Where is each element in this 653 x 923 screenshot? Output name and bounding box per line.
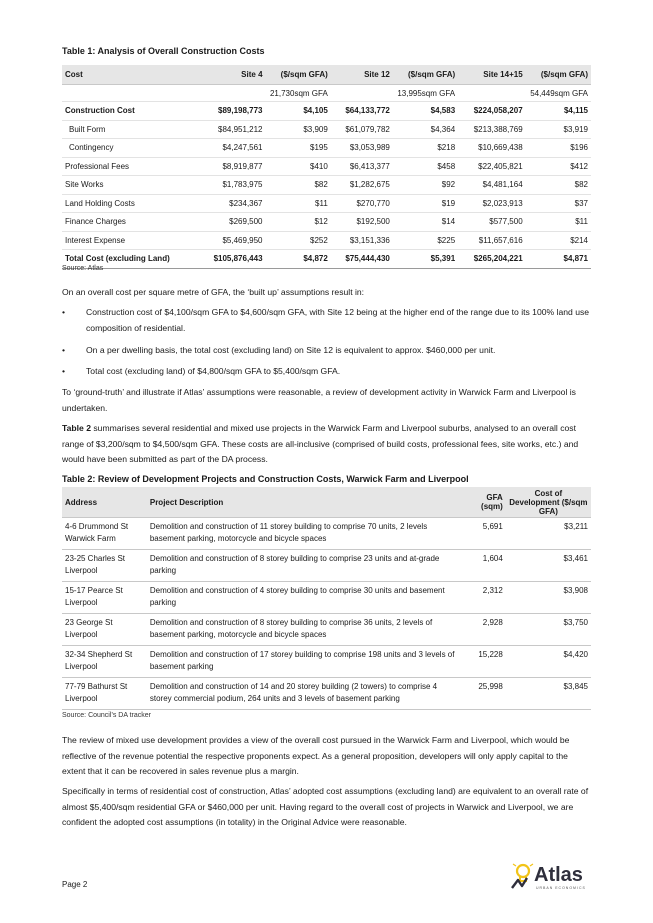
table2-reference: Table 2 — [62, 423, 91, 433]
table1-header-cell: Site 14+15 — [458, 65, 526, 85]
table2-intro-paragraph — [62, 421, 591, 468]
table1-cell: $82 — [266, 176, 331, 195]
table2-cost: $4,420 — [506, 646, 591, 678]
table1-cell: $10,669,438 — [458, 139, 526, 158]
table1-cell: $577,500 — [458, 213, 526, 232]
bullet-text: Construction cost of $4,100/sqm GFA to $4,600/sqm GFA, with Site 12 being at the higher end of the range due to its 100% land use composition of residential. — [86, 307, 590, 333]
table2-cost: $3,845 — [506, 678, 591, 710]
page-number: Page 2 — [62, 880, 88, 889]
table2-address: 15-17 Pearce St Liverpool — [62, 582, 147, 614]
table1-cell: $196 — [526, 139, 591, 158]
table1-cell: $269,500 — [198, 213, 266, 232]
table1-source: Source: Atlas — [62, 265, 104, 272]
table2-gfa: 5,691 — [460, 518, 506, 550]
table1-cell: $19 — [393, 194, 458, 213]
table2-address: 4-6 Drummond St Warwick Farm — [62, 518, 147, 550]
table2-gfa: 25,998 — [460, 678, 506, 710]
table1-row — [62, 157, 591, 176]
intro-paragraph: On an overall cost per square metre of GFA, the ‘built up’ assumptions result in: — [62, 287, 365, 297]
table1-cell: $3,053,989 — [331, 139, 393, 158]
table1-header-cell: Site 12 — [331, 65, 393, 85]
bullet-dot: • — [62, 366, 66, 376]
table1-header-cell: ($/sqm GFA) — [393, 65, 458, 85]
table1-row — [62, 231, 591, 250]
table1-cell: $265,204,221 — [458, 250, 526, 269]
table1-cell: $234,367 — [198, 194, 266, 213]
table1-row — [62, 102, 591, 121]
bullet-dot: • — [62, 345, 66, 355]
table1-cell: $224,058,207 — [458, 102, 526, 121]
table1-header-cell: Site 4 — [198, 65, 266, 85]
table1-cell: $4,481,164 — [458, 176, 526, 195]
table2-gfa: 15,228 — [460, 646, 506, 678]
table1-cell: $12 — [266, 213, 331, 232]
site4-gfa: 21,730sqm GFA — [198, 85, 331, 102]
table1-cell: $3,909 — [266, 120, 331, 139]
site1415-gfa: 54,449sqm GFA — [458, 85, 591, 102]
table2-description: Demolition and construction of 4 storey building to comprise 30 units and basement parking — [147, 582, 460, 614]
table2-row — [62, 678, 591, 710]
bullet-item — [62, 305, 591, 336]
table1-header-cell: Cost — [62, 65, 198, 85]
table1-cell: $4,105 — [266, 102, 331, 121]
table1-row-label: Professional Fees — [62, 157, 198, 176]
table1-cell: $213,388,769 — [458, 120, 526, 139]
table1-cell: $64,133,772 — [331, 102, 393, 121]
table1-row-label: Finance Charges — [62, 213, 198, 232]
table1-row-label: Built Form — [62, 120, 198, 139]
development-projects-table — [62, 487, 591, 710]
atlas-logo — [506, 861, 590, 891]
table1-body — [62, 102, 591, 269]
construction-costs-table — [62, 65, 591, 269]
table1-cell: $105,876,443 — [198, 250, 266, 269]
table1-cell: $82 — [526, 176, 591, 195]
table2-description: Demolition and construction of 8 storey building to comprise 23 units and at-grade parking — [147, 550, 460, 582]
table1-row-label: Construction Cost — [62, 102, 198, 121]
table1-row — [62, 139, 591, 158]
table2-address: 32-34 Shepherd St Liverpool — [62, 646, 147, 678]
table1-cell: $412 — [526, 157, 591, 176]
table2-address: 77-79 Bathurst St Liverpool — [62, 678, 147, 710]
table1-row — [62, 176, 591, 195]
table2-cost: $3,211 — [506, 518, 591, 550]
table1-cell: $458 — [393, 157, 458, 176]
conclusion-paragraph: Specifically in terms of residential cost of construction, Atlas’ adopted cost assumptions (excluding land) are equivalent to an overall rate of almost $5,400/sqm residential GFA or $460,000 per unit. Having regard to the overall cost of projects in Warwick and Liverpool, we are confident the adopted cost assumptions (in totality) in the Original Advice were reasonable. — [62, 786, 589, 827]
ground-truth-paragraph: To ‘ground-truth’ and illustrate if Atlas’ assumptions were reasonable, a review of development activity in Warwick Farm and Liverpool is undertaken. — [62, 387, 576, 413]
table1-cell: $84,951,212 — [198, 120, 266, 139]
table1-cell: $75,444,430 — [331, 250, 393, 269]
table1-cell: $1,282,675 — [331, 176, 393, 195]
table2-header-description: Project Description — [147, 487, 460, 518]
table1-cell: $218 — [393, 139, 458, 158]
table2-header-cost: Cost of Development ($/sqm GFA) — [506, 487, 591, 518]
table1-cell: $6,413,377 — [331, 157, 393, 176]
review-paragraph: The review of mixed use development provides a view of the overall cost pursued in the Warwick Farm and Liverpool, which would be reflective of the revenue potential the respective proponents expect. As a general proposition, developers will only apply capital to the extent that it can be recovered in sales revenue plus a margin. — [62, 735, 570, 776]
table1-gfa-row — [62, 85, 591, 102]
table2-intro-text: summarises several residential and mixed use projects in the Warwick Farm and Liverpool suburbs, analysed to an overall cost range of $3,200/sqm to $4,500/sqm GFA. These costs are all-inclusive (comprised of build costs, professional fees, site works, etc.) and would have been submitted as part of the DA process. — [62, 423, 579, 464]
table2-body — [62, 518, 591, 710]
table2-description: Demolition and construction of 17 storey building to comprise 198 units and 3 levels of basement parking — [147, 646, 460, 678]
logo-tagline: URBAN ECONOMICS — [536, 886, 586, 890]
table1-cell: $2,023,913 — [458, 194, 526, 213]
site12-gfa: 13,995sqm GFA — [331, 85, 458, 102]
table1-cell: $8,919,877 — [198, 157, 266, 176]
table1-cell: $4,364 — [393, 120, 458, 139]
table2-description: Demolition and construction of 14 and 20 storey building (2 towers) to comprise 4 storey commercial podium, 264 units and 3 levels of basement parking — [147, 678, 460, 710]
lightbulb-icon — [510, 862, 534, 890]
table1-row — [62, 120, 591, 139]
table2-row — [62, 550, 591, 582]
table1-cell: $4,583 — [393, 102, 458, 121]
table1-cell: $92 — [393, 176, 458, 195]
table1-cell: $89,198,773 — [198, 102, 266, 121]
table2-cost: $3,461 — [506, 550, 591, 582]
table1-cell: $225 — [393, 231, 458, 250]
table2-address: 23 George St Liverpool — [62, 614, 147, 646]
table1-row-label: Total Cost (excluding Land) — [62, 250, 198, 269]
table1-cell: $195 — [266, 139, 331, 158]
table1-cell: $11 — [266, 194, 331, 213]
table2-row — [62, 518, 591, 550]
table1-cell: $37 — [526, 194, 591, 213]
table1-cell: $11 — [526, 213, 591, 232]
table1-cell: $61,079,782 — [331, 120, 393, 139]
table2-row — [62, 614, 591, 646]
table1-cell: $214 — [526, 231, 591, 250]
table2-gfa: 2,312 — [460, 582, 506, 614]
table1-cell: $4,871 — [526, 250, 591, 269]
table1-row-label: Land Holding Costs — [62, 194, 198, 213]
table1-row-label: Interest Expense — [62, 231, 198, 250]
table1-cell: $3,151,336 — [331, 231, 393, 250]
table1-cell: $22,405,821 — [458, 157, 526, 176]
table2-gfa: 1,604 — [460, 550, 506, 582]
table2-description: Demolition and construction of 11 storey building to comprise 70 units, 2 levels basement parking, motorcycle and bicycle spaces — [147, 518, 460, 550]
bullet-text: On a per dwelling basis, the total cost (excluding land) on Site 12 is equivalent to approx. $460,000 per unit. — [86, 345, 496, 355]
table1-cell: $270,770 — [331, 194, 393, 213]
table2-header-gfa: GFA (sqm) — [460, 487, 506, 518]
table2-cost: $3,750 — [506, 614, 591, 646]
table2-header-row — [62, 487, 591, 518]
table2-row — [62, 582, 591, 614]
table1-cell: $410 — [266, 157, 331, 176]
table1-cell: $5,469,950 — [198, 231, 266, 250]
table1-row — [62, 213, 591, 232]
bullet-text: Total cost (excluding land) of $4,800/sqm GFA to $5,400/sqm GFA. — [86, 366, 341, 376]
table2-header-address: Address — [62, 487, 147, 518]
bullet-dot: • — [62, 307, 66, 317]
table2-gfa: 2,928 — [460, 614, 506, 646]
logo-wordmark: Atlas — [534, 864, 583, 886]
table1-cell: $4,872 — [266, 250, 331, 269]
table1-row — [62, 194, 591, 213]
table1-title: Table 1: Analysis of Overall Construction Costs — [62, 46, 265, 56]
table1-row-label: Site Works — [62, 176, 198, 195]
table2-source: Source: Council’s DA tracker — [62, 712, 151, 719]
table2-cost: $3,908 — [506, 582, 591, 614]
table2-address: 23-25 Charles St Liverpool — [62, 550, 147, 582]
table1-cell: $11,657,616 — [458, 231, 526, 250]
table1-cell: $252 — [266, 231, 331, 250]
table1-header-cell: ($/sqm GFA) — [526, 65, 591, 85]
table1-row-label: Contingency — [62, 139, 198, 158]
table1-cell: $14 — [393, 213, 458, 232]
table2-title: Table 2: Review of Development Projects and Construction Costs, Warwick Farm and Liverpool — [62, 474, 469, 484]
table1-header-row — [62, 65, 591, 85]
table1-cell: $4,247,561 — [198, 139, 266, 158]
table2-description: Demolition and construction of 8 storey building to comprise 36 units, 2 levels of basement parking, motorcycle and bicycle spaces — [147, 614, 460, 646]
table1-cell: $1,783,975 — [198, 176, 266, 195]
table1-cell: $3,919 — [526, 120, 591, 139]
table2-row — [62, 646, 591, 678]
table1-header-cell: ($/sqm GFA) — [266, 65, 331, 85]
table1-cell: $192,500 — [331, 213, 393, 232]
table1-cell: $5,391 — [393, 250, 458, 269]
table1-cell: $4,115 — [526, 102, 591, 121]
table1-row — [62, 250, 591, 269]
